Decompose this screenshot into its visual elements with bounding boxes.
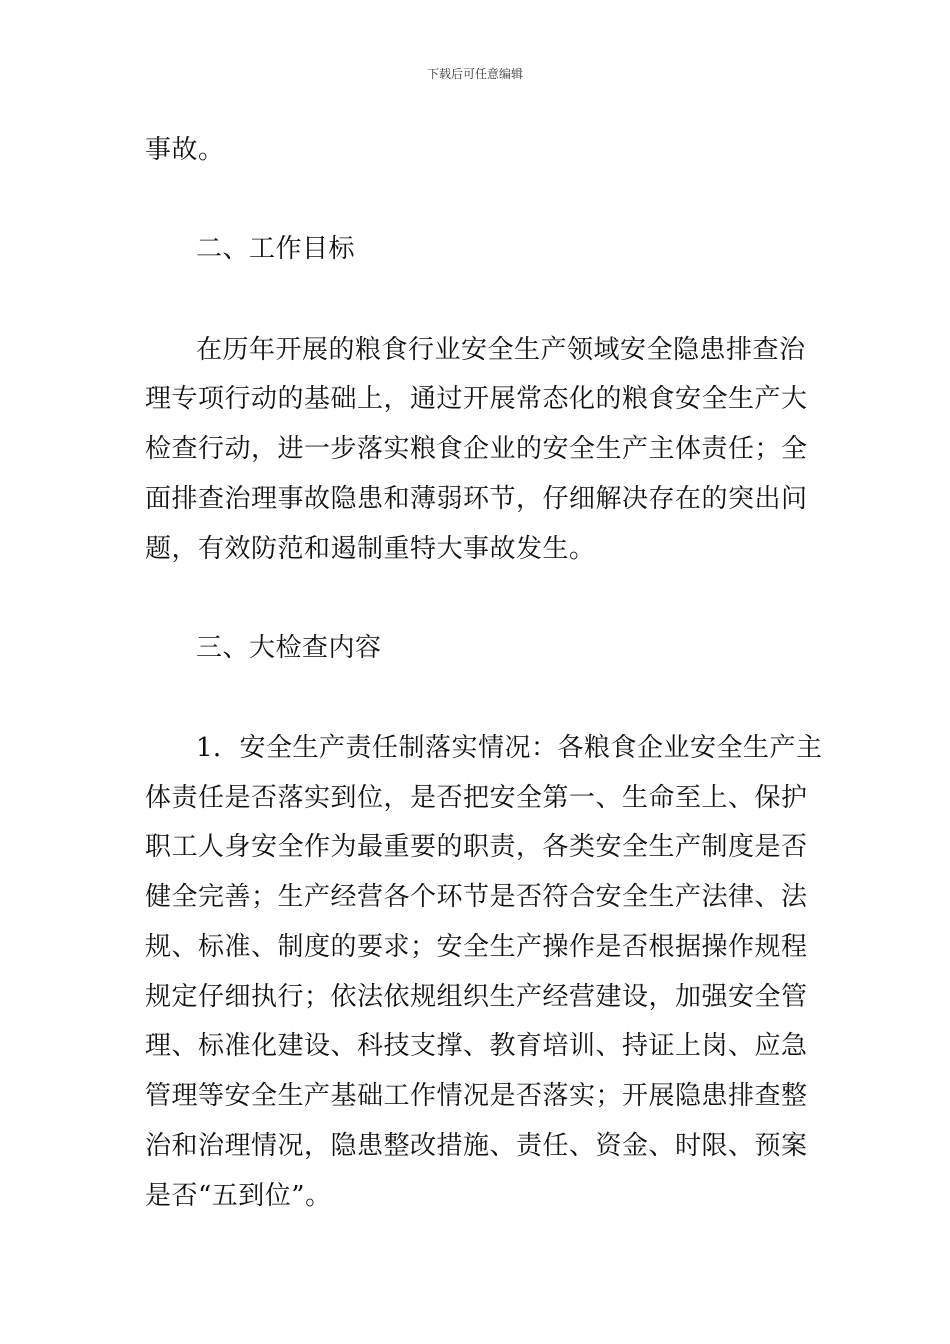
paragraph-line: 健全完善；生产经营各个环节是否符合安全生产法律、法 xyxy=(145,882,808,912)
paragraph-line: 检查行动，进一步落实粮食企业的安全生产主体责任；全 xyxy=(145,434,808,464)
paragraph-line: 治和治理情况，隐患整改措施、责任、资金、时限、预案 xyxy=(145,1131,808,1161)
continuation-text: 事故。 xyxy=(145,135,225,165)
paragraph-line: 管理等安全生产基础工作情况是否落实；开展隐患排查整 xyxy=(145,1081,808,1111)
section-heading-inspection: 三、大检查内容 xyxy=(196,633,382,663)
paragraph-line: 职工人身安全作为最重要的职责，各类安全生产制度是否 xyxy=(145,832,808,862)
paragraph-line: 面排查治理事故隐患和薄弱环节，仔细解决存在的突出问 xyxy=(145,484,808,514)
paragraph-line: 题，有效防范和遏制重特大事故发生。 xyxy=(145,534,596,564)
section-heading-goals: 二、工作目标 xyxy=(196,234,356,264)
paragraph-line: 是否“五到位”。 xyxy=(145,1181,332,1211)
paragraph-line: 理专项行动的基础上，通过开展常态化的粮食安全生产大 xyxy=(145,384,808,414)
paragraph-line: 规定仔细执行；依法依规组织生产经营建设，加强安全管 xyxy=(145,982,808,1012)
page-header-note: 下载后可任意编辑 xyxy=(426,67,523,81)
paragraph-line: 规、标准、制度的要求；安全生产操作是否根据操作规程 xyxy=(145,932,808,962)
paragraph-line: 在历年开展的粮食行业安全生产领域安全隐患排查治 xyxy=(196,335,806,365)
paragraph-line: 1．安全生产责任制落实情况：各粮食企业安全生产主 xyxy=(196,733,823,763)
paragraph-line: 体责任是否落实到位，是否把安全第一、生命至上、保护 xyxy=(145,783,808,813)
paragraph-line: 理、标准化建设、科技支撑、教育培训、持证上岗、应急 xyxy=(145,1031,808,1061)
